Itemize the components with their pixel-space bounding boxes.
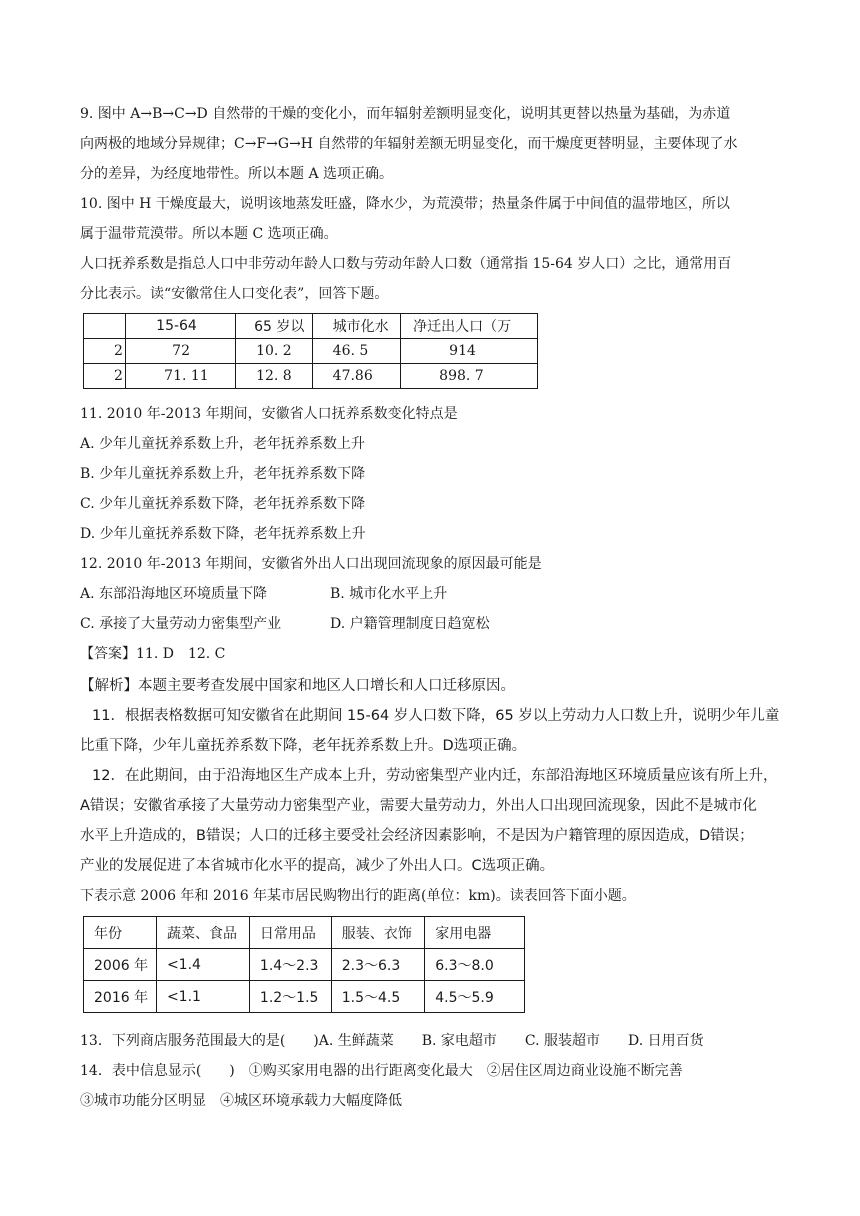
analysis-12-line-3: 水平上升造成的，B错误；人口的迁移主要受社会经济因素影响，不是因为户籍管理的原因造成，D错误； (80, 828, 754, 844)
analysis-12-line-1: 12．在此期间，由于沿海地区生产成本上升，劳动密集型产业内迁，东部沿海地区环境质量应该有所上升， (92, 768, 778, 784)
table-cell: 914 (401, 339, 538, 364)
q11-option-a: A. 少年儿童抚养系数上升，老年抚养系数上升 (80, 436, 366, 452)
q10-line-2: 属于温带荒漠带。所以本题 C 选项正确。 (80, 226, 338, 242)
q12-option-b: B. 城市化水平上升 (330, 586, 448, 602)
q9-line-1: 9. 图中 A→B→C→D 自然带的干燥的变化小，而年辐射差额明显变化，说明其更替以热量为基础，为赤道 (80, 106, 731, 122)
table-header-cell: 服装、衣饰 (331, 917, 424, 949)
table-header-cell: 城市化水 (312, 314, 400, 339)
table-cell: 46. 5 (312, 339, 400, 364)
table-cell: 2016 年 (84, 981, 157, 1013)
table-row (84, 364, 538, 389)
table-cell: 71. 11 (126, 364, 236, 389)
analysis-11-line-2: 比重下降，少年儿童抚养系数下降，老年抚养系数上升。D选项正确。 (80, 738, 527, 754)
q14-line-1: 14．表中信息显示( ) ①购买家用电器的出行距离变化最大 ②居住区周边商业设施不断完善 (80, 1063, 683, 1079)
q12-option-c: C. 承接了大量劳动力密集型产业 (80, 616, 282, 632)
table-header-cell: 蔬菜、食品 (156, 917, 249, 949)
answer-line: 【答案】11. D 12. C (80, 646, 226, 662)
table-cell: 12. 8 (236, 364, 313, 389)
q9-line-2: 向两极的地域分异规律；C→F→G→H 自然带的年辐射差额无明显变化，而干燥度更替明显，主要体现了水 (80, 136, 738, 152)
analysis-heading: 【解析】本题主要考查发展中国家和地区人口增长和人口迁移原因。 (80, 678, 515, 694)
table-cell: 2.3～6.3 (331, 949, 424, 981)
analysis-11-line-1: 11．根据表格数据可知安徽省在此期间 15-64 岁人口数下降，65 岁以上劳动力人口数上升，说明少年儿童 (92, 708, 780, 724)
q11-stem: 11. 2010 年-2013 年期间，安徽省人口抚养系数变化特点是 (80, 406, 458, 422)
q11-option-b: B. 少年儿童抚养系数上升，老年抚养系数下降 (80, 466, 366, 482)
q11-option-d: D. 少年儿童抚养系数下降，老年抚养系数上升 (80, 526, 366, 542)
table-header-cell: 年份 (84, 917, 157, 949)
analysis-12-line-4: 产业的发展促进了本省城市化水平的提高，减少了外出人口。C选项正确。 (80, 858, 555, 874)
table-cell: 47.86 (312, 364, 400, 389)
table-header-cell: 家用电器 (425, 917, 525, 949)
table-cell: 2 (84, 339, 126, 364)
q11-option-c: C. 少年儿童抚养系数下降，老年抚养系数下降 (80, 496, 366, 512)
table-cell: 2 (84, 364, 126, 389)
q10-line-1: 10. 图中 H 干燥度最大，说明该地蒸发旺盛，降水少，为荒漠带；热量条件属于中间值的温带地区，所以 (80, 196, 730, 212)
table-cell: 72 (126, 339, 236, 364)
intro1-line-2: 分比表示。读“安徽常住人口变化表”，回答下题。 (80, 286, 389, 302)
table-cell: 6.3～8.0 (425, 949, 525, 981)
table-header-row (84, 917, 525, 949)
population-table (83, 313, 538, 389)
table-cell: 898. 7 (401, 364, 538, 389)
table-cell: <1.1 (156, 981, 249, 1013)
q13-line: 13．下列商店服务范围最大的是( )A. 生鲜蔬菜 B. 家电超市 C. 服装超市 D. 日用百货 (80, 1033, 704, 1049)
table-header-row (84, 314, 538, 339)
q12-option-d: D. 户籍管理制度日趋宽松 (330, 616, 490, 632)
table-cell: 10. 2 (236, 339, 313, 364)
table-cell: 1.5～4.5 (331, 981, 424, 1013)
shopping-distance-table (83, 916, 525, 1013)
q12-stem: 12. 2010 年-2013 年期间，安徽省外出人口出现回流现象的原因最可能是 (80, 556, 542, 572)
table-row (84, 981, 525, 1013)
table-cell: 1.4～2.3 (249, 949, 331, 981)
table-header-cell: 净迁出人口（万 (401, 314, 538, 339)
table-row (84, 949, 525, 981)
table-cell: 1.2～1.5 (249, 981, 331, 1013)
table-header-cell (84, 314, 126, 339)
intro2-line: 下表示意 2006 年和 2016 年某市居民购物出行的距离(单位：km)。读表回答下面小题。 (80, 888, 636, 904)
table-header-cell: 15-64 (126, 314, 236, 339)
table-cell: 2006 年 (84, 949, 157, 981)
intro1-line-1: 人口抚养系数是指总人口中非劳动年龄人口数与劳动年龄人口数（通常指 15-64 岁人口）之比，通常用百 (80, 256, 732, 272)
q9-line-3: 分的差异，为经度地带性。所以本题 A 选项正确。 (80, 166, 394, 182)
analysis-12-line-2: A错误；安徽省承接了大量劳动力密集型产业，需要大量劳动力，外出人口出现回流现象，因此不是城市化 (80, 798, 757, 814)
q12-option-a: A. 东部沿海地区环境质量下降 (80, 586, 268, 602)
table-header-cell: 日常用品 (249, 917, 331, 949)
table-row (84, 339, 538, 364)
table-cell: 4.5～5.9 (425, 981, 525, 1013)
table-header-cell: 65 岁以 (236, 314, 313, 339)
table-cell: <1.4 (156, 949, 249, 981)
q14-line-2: ③城市功能分区明显 ④城区环境承载力大幅度降低 (80, 1093, 402, 1109)
